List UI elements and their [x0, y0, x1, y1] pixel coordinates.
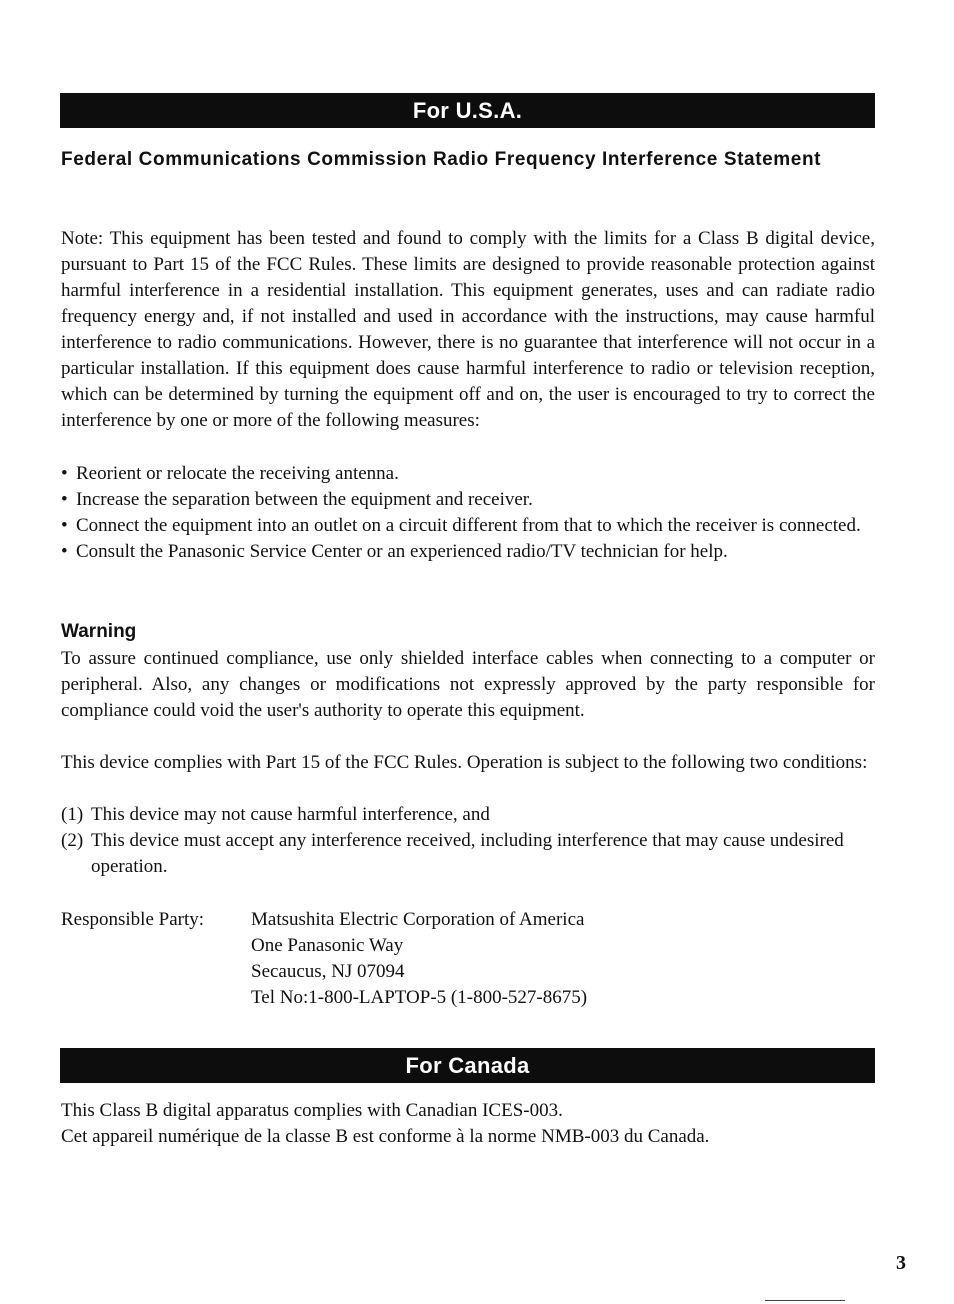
- list-item: [61, 802, 875, 828]
- responsible-party-address: [251, 907, 587, 1011]
- fcc-note-paragraph: Note: This equipment has been tested and found to comply with the limits for a Class B digital device, pursuant to Part 15 of the FCC Rules. These limits are designed to provide reasonable protection against harmful interference in a residential installation. This equipment generates, uses and can radiate radio frequency energy and, if not installed and used in accordance with the instructions, may cause harmful interference to radio communications. However, there is no guarantee that interference will not occur in a particular installation. If this equipment does cause harmful interference to radio or television reception, which can be determined by turning the equipment off and on, the user is encouraged to try to correct the interference by one or more of the following measures:: [61, 228, 875, 431]
- compliance-paragraph: This device complies with Part 15 of the FCC Rules. Operation is subject to the following two conditions:: [61, 752, 868, 773]
- condition-number: (1): [61, 804, 84, 825]
- responsible-party-label: Responsible Party:: [61, 909, 205, 930]
- list-item: [61, 539, 875, 565]
- canada-french-statement: Cet appareil numérique de la classe B est conforme à la norme NMB-003 du Canada.: [61, 1126, 710, 1147]
- address-line: Secaucus, NJ 07094: [251, 961, 405, 982]
- canada-english-statement: This Class B digital apparatus complies with Canadian ICES-003.: [61, 1100, 563, 1121]
- list-item: [61, 513, 875, 539]
- address-line: Matsushita Electric Corporation of America: [251, 909, 585, 930]
- bullet-dot-icon: •: [61, 489, 68, 510]
- bullet-dot-icon: •: [61, 463, 68, 484]
- interference-measures-list: [61, 461, 875, 565]
- warning-heading: Warning: [61, 621, 137, 642]
- footer-rule: [765, 1300, 845, 1301]
- condition-text: This device must accept any interference received, including interference that may cause undesired operation.: [91, 830, 844, 877]
- conditions-list: [61, 802, 875, 880]
- warning-paragraph: To assure continued compliance, use only shielded interface cables when connecting to a computer or peripheral. Also, any changes or modifications not expressly approved by the party responsible for compliance could void the user's authority to operate this equipment.: [61, 648, 875, 721]
- list-item: [61, 828, 875, 880]
- usa-banner-title: For U.S.A.: [412, 97, 523, 123]
- address-line: Tel No:1-800-LAPTOP-5 (1-800-527-8675): [251, 987, 588, 1008]
- address-line: One Panasonic Way: [251, 935, 404, 956]
- measure-text: Reorient or relocate the receiving antenna.: [76, 463, 399, 484]
- condition-text: This device may not cause harmful interference, and: [91, 804, 490, 825]
- canada-banner-title: For Canada: [405, 1052, 530, 1078]
- measure-text: Increase the separation between the equipment and receiver.: [76, 489, 533, 510]
- measure-text: Consult the Panasonic Service Center or an experienced radio/TV technician for help.: [76, 541, 728, 562]
- bullet-dot-icon: •: [61, 541, 68, 562]
- fcc-statement-heading: Federal Communications Commission Radio Frequency Interference Statement: [61, 149, 822, 170]
- measure-text: Connect the equipment into an outlet on a circuit different from that to which the receiver is connected.: [76, 515, 861, 536]
- usa-section-banner: [60, 93, 875, 128]
- bullet-dot-icon: •: [61, 515, 68, 536]
- list-item: [61, 487, 875, 513]
- list-item: [61, 461, 875, 487]
- condition-number: (2): [61, 830, 84, 851]
- page-number: 3: [896, 1252, 906, 1274]
- canada-section-banner: [60, 1048, 875, 1083]
